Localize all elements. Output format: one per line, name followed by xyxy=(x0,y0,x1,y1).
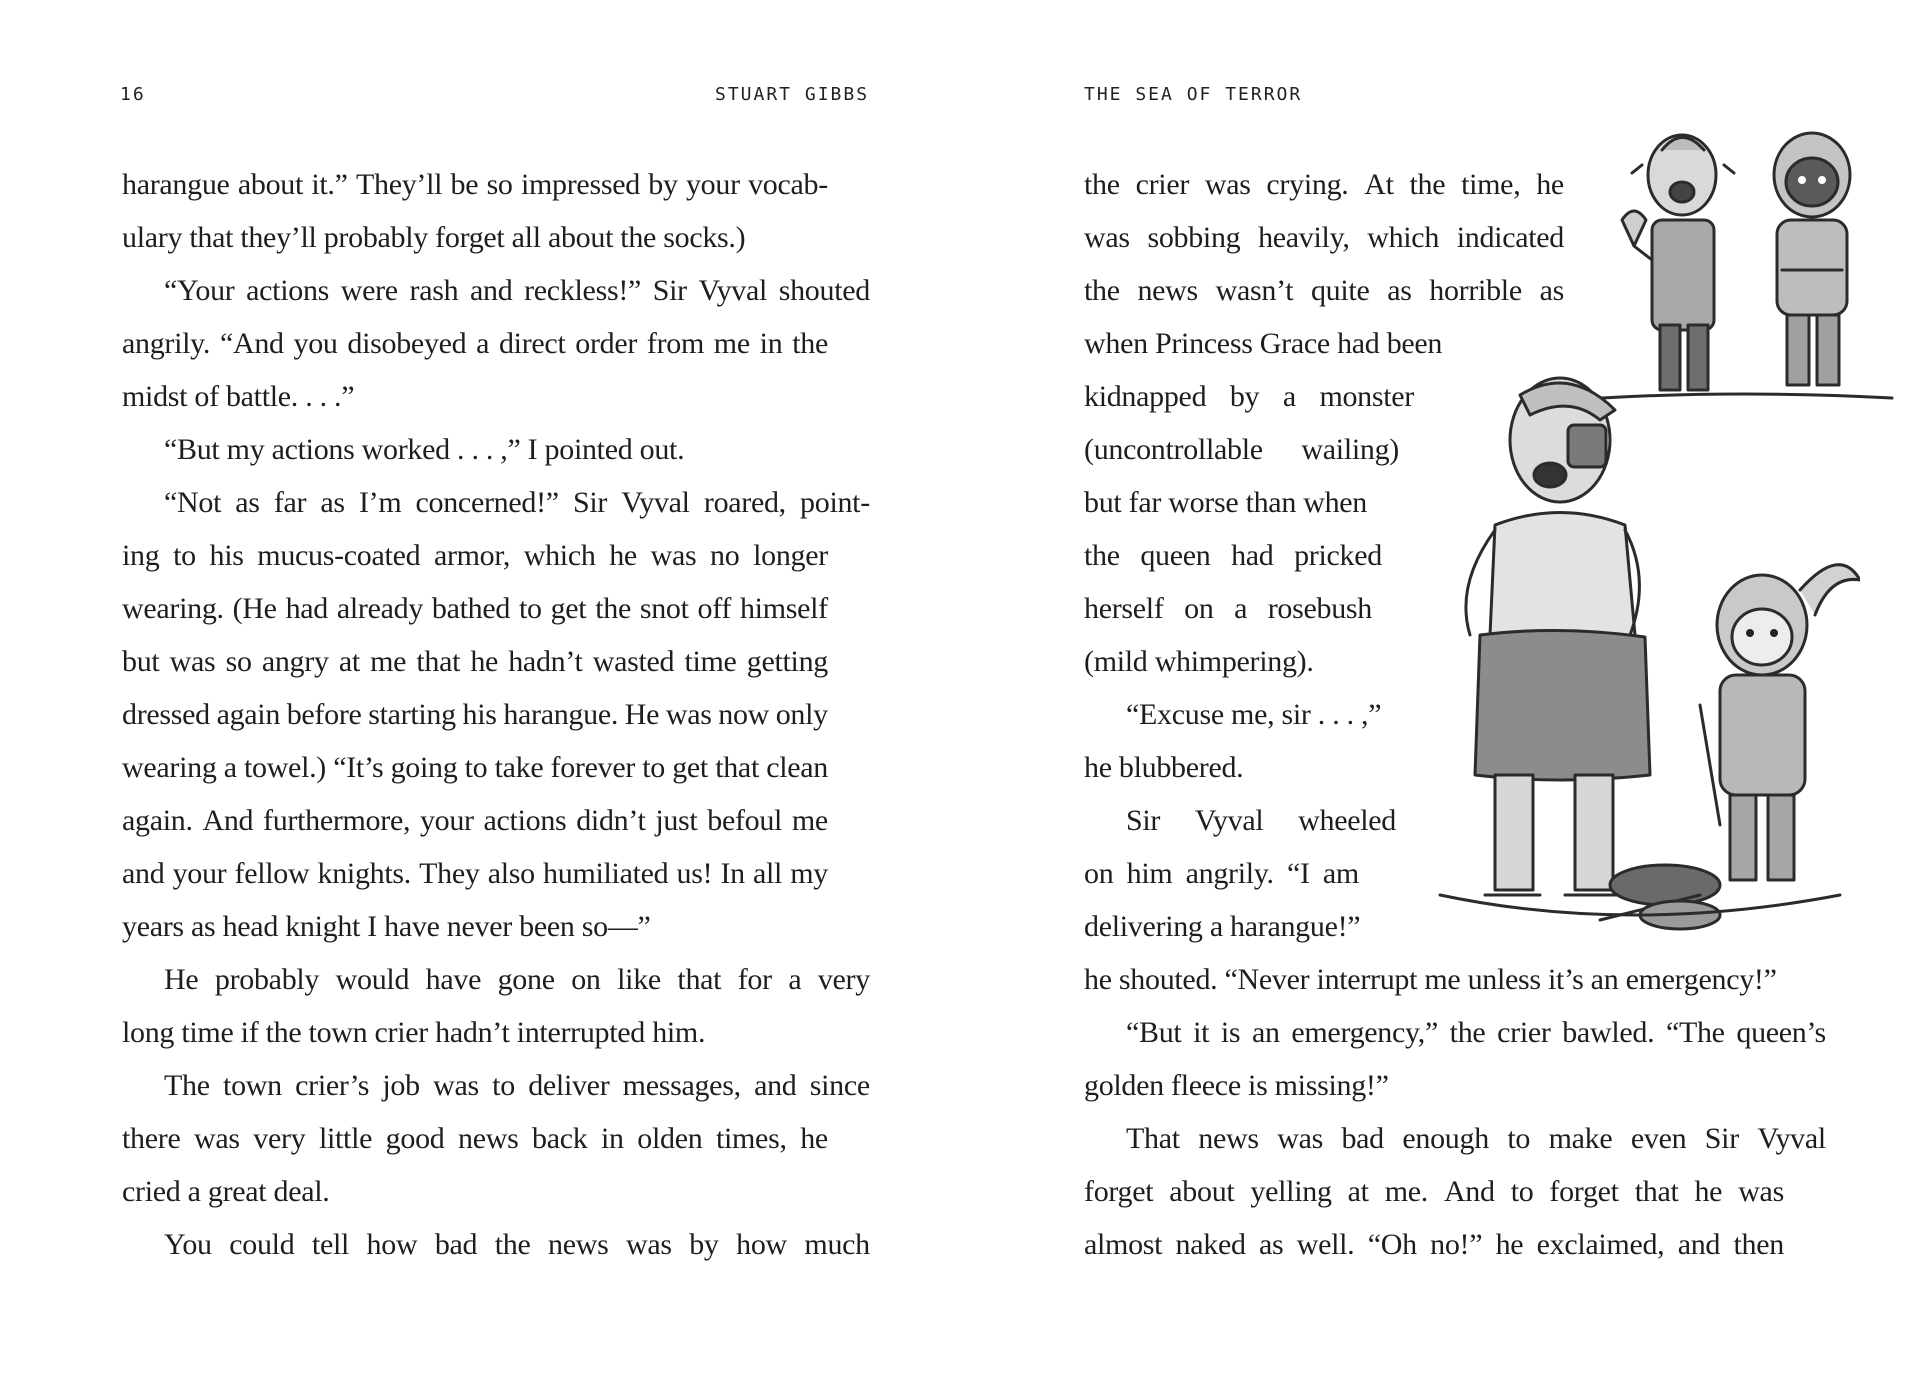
running-head-author: STUART GIBBS xyxy=(715,84,870,105)
left-page-text xyxy=(122,158,870,1271)
text-line: on him angrily. “I am xyxy=(1084,857,1359,890)
text-line: wearing a towel.) “It’s going to take forever to get that clean xyxy=(122,751,828,784)
left-page xyxy=(0,0,952,1396)
text-line: (mild whimpering). xyxy=(1084,645,1314,678)
knight-girl-figure xyxy=(1774,133,1850,385)
text-line: Sir Vyval wheeled xyxy=(1126,804,1396,837)
text-line: but was so angry at me that he hadn’t wasted time getting xyxy=(122,645,828,678)
right-page xyxy=(952,0,1905,1396)
text-line: when Princess Grace had been xyxy=(1084,327,1443,360)
text-line: You could tell how bad the news was by how much xyxy=(164,1228,870,1261)
text-line: cried a great deal. xyxy=(122,1175,330,1208)
text-line: “Excuse me, sir . . . ,” xyxy=(1126,698,1382,731)
text-line: the news wasn’t quite as horrible as xyxy=(1084,274,1564,307)
text-line: was sobbing heavily, which indicated xyxy=(1084,221,1564,254)
text-line: herself on a rosebush xyxy=(1084,592,1372,625)
text-line: dressed again before starting his harangue. He was now only xyxy=(122,698,828,731)
young-knight-figure xyxy=(1700,565,1860,880)
text-line: kidnapped by a monster xyxy=(1084,380,1414,413)
text-line: ulary that they’ll probably forget all about the socks.) xyxy=(122,221,746,254)
text-line: the queen had pricked xyxy=(1084,539,1382,572)
text-line: again. And furthermore, your actions didn’t just befoul me xyxy=(122,804,828,837)
running-head-title: THE SEA OF TERROR xyxy=(1084,84,1303,105)
text-line: there was very little good news back in olden times, he xyxy=(122,1122,828,1155)
vyval-and-knight-illustration xyxy=(1400,375,1860,935)
text-line: but far worse than when xyxy=(1084,486,1368,519)
text-line: ing to his mucus-coated armor, which he was no longer xyxy=(122,539,828,572)
text-line: he shouted. “Never interrupt me unless it’s an emergency!” xyxy=(1084,963,1777,996)
text-line: midst of battle. . . .” xyxy=(122,380,355,413)
text-line: harangue about it.” They’ll be so impressed by your vocab- xyxy=(122,168,828,201)
sir-vyval-figure xyxy=(1466,378,1650,895)
text-line: almost naked as well. “Oh no!” he exclaimed, and then xyxy=(1084,1228,1784,1261)
text-line: “Not as far as I’m concerned!” Sir Vyval roared, point- xyxy=(164,486,870,519)
page-number: 16 xyxy=(120,84,146,105)
text-line: years as head knight I have never been so—” xyxy=(122,910,651,943)
text-line: The town crier’s job was to deliver messages, and since xyxy=(164,1069,870,1102)
text-line: long time if the town crier hadn’t interrupted him. xyxy=(122,1016,706,1049)
text-line: and your fellow knights. They also humiliated us! In all my xyxy=(122,857,828,890)
text-line: “Your actions were rash and reckless!” Sir Vyval shouted xyxy=(164,274,870,307)
text-line: “But it is an emergency,” the crier bawled. “The queen’s xyxy=(1126,1016,1826,1049)
town-crier-figure xyxy=(1622,135,1734,390)
text-line: the crier was crying. At the time, he xyxy=(1084,168,1564,201)
text-line: wearing. (He had already bathed to get the snot off himself xyxy=(122,592,828,625)
text-line: angrily. “And you disobeyed a direct order from me in the xyxy=(122,327,828,360)
text-line: golden fleece is missing!” xyxy=(1084,1069,1389,1102)
text-line: “But my actions worked . . . ,” I pointed out. xyxy=(164,433,685,466)
discarded-armor-pile xyxy=(1600,865,1720,929)
text-line: he blubbered. xyxy=(1084,751,1244,784)
text-line: (uncontrollable wailing) xyxy=(1084,433,1399,466)
text-line: delivering a harangue!” xyxy=(1084,910,1361,943)
text-line: He probably would have gone on like that for a very xyxy=(164,963,870,996)
crier-and-knight-illustration xyxy=(1582,120,1902,410)
text-line: forget about yelling at me. And to forget that he was xyxy=(1084,1175,1784,1208)
text-line: That news was bad enough to make even Sir Vyval xyxy=(1126,1122,1826,1155)
